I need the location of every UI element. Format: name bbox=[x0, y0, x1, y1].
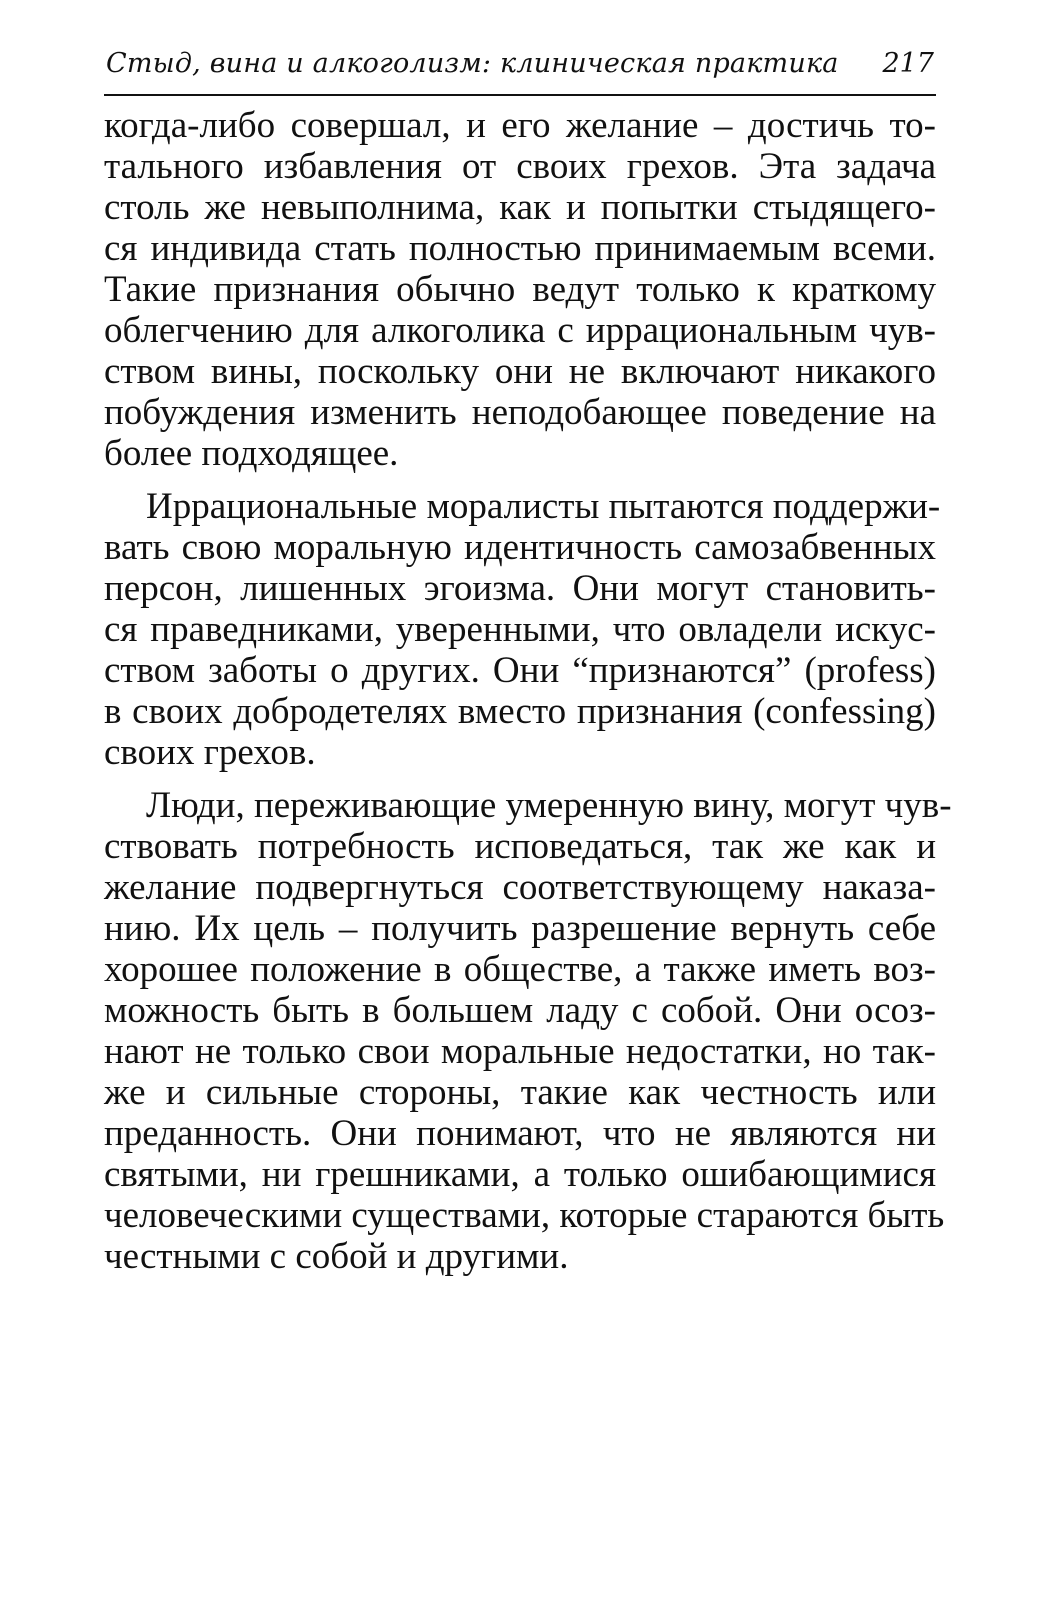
text-line: нают не только свои моральные недостатки, но так- bbox=[104, 1031, 936, 1072]
text-line: преданность. Они понимают, что не являются ни bbox=[104, 1113, 936, 1154]
text-line: ством заботы о других. Они “признаются” (profess) bbox=[104, 650, 936, 691]
text-line: Такие признания обычно ведут только к краткому bbox=[104, 269, 936, 310]
body-text bbox=[104, 105, 952, 1289]
text-line: в своих добродетелях вместо признания (confessing) bbox=[104, 691, 936, 732]
text-line: своих грехов. bbox=[104, 732, 316, 773]
text-line: когда-либо совершал, и его желание – достичь то- bbox=[104, 105, 936, 146]
text-line: более подходящее. bbox=[104, 433, 399, 474]
text-line: можность быть в большем ладу с собой. Они осоз- bbox=[104, 990, 936, 1031]
text-line: ством вины, поскольку они не включают никакого bbox=[104, 351, 936, 392]
text-line: честными с собой и другими. bbox=[104, 1236, 569, 1277]
paragraph-3 bbox=[104, 785, 952, 1277]
running-header bbox=[104, 44, 936, 96]
text-line: Иррациональные моралисты пытаются поддержи- bbox=[146, 486, 941, 527]
text-line: желание подвергнуться соответствующему наказа- bbox=[104, 867, 936, 908]
text-line: ся индивида стать полностью принимаемым всеми. bbox=[104, 228, 936, 269]
text-line: столь же невыполнима, как и попытки стыдящего- bbox=[104, 187, 936, 228]
text-line: облегчению для алкоголика с иррациональным чув- bbox=[104, 310, 936, 351]
text-line: вать свою моральную идентичность самозабвенных bbox=[104, 527, 936, 568]
text-line: ся праведниками, уверенными, что овладели искус- bbox=[104, 609, 936, 650]
text-line: хорошее положение в обществе, а также иметь воз- bbox=[104, 949, 936, 990]
text-line: же и сильные стороны, такие как честность или bbox=[104, 1072, 936, 1113]
text-line: тального избавления от своих грехов. Эта задача bbox=[104, 146, 936, 187]
paragraph-1 bbox=[104, 105, 936, 474]
text-line: ствовать потребность исповедаться, так же как и bbox=[104, 826, 936, 867]
text-line: побуждения изменить неподобающее поведение на bbox=[104, 392, 936, 433]
paragraph-2 bbox=[104, 486, 941, 773]
text-line: человеческими существами, которые стараются быть bbox=[104, 1195, 945, 1236]
running-title: Стыд, вина и алкоголизм: клиническая практика bbox=[106, 48, 839, 79]
page-number: 217 bbox=[882, 48, 934, 79]
text-line: Люди, переживающие умеренную вину, могут чув- bbox=[146, 785, 952, 826]
text-line: святыми, ни грешниками, а только ошибающимися bbox=[104, 1154, 936, 1195]
text-line: персон, лишенных эгоизма. Они могут становить- bbox=[104, 568, 936, 609]
text-line: нию. Их цель – получить разрешение вернуть себе bbox=[104, 908, 936, 949]
